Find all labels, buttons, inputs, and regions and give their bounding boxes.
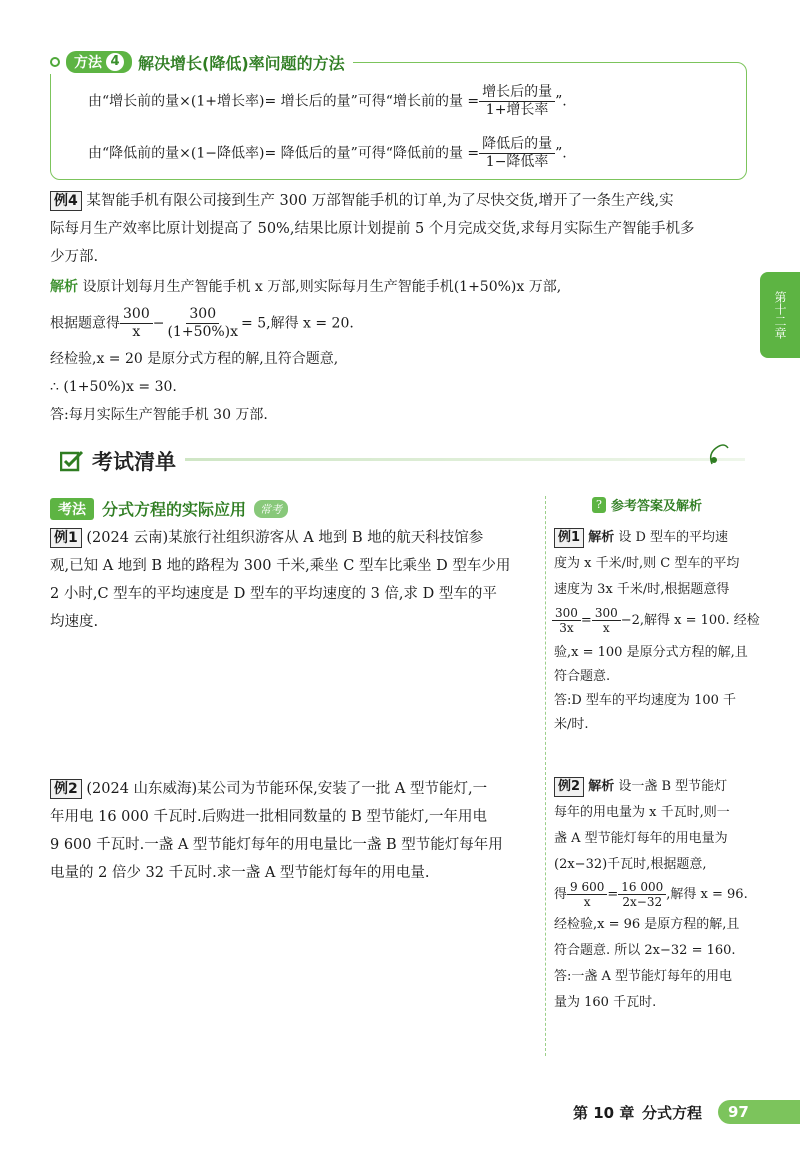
method-line-2-end: ”. [555,145,567,162]
fraction [592,606,621,635]
answer-2-line-3: 盏 A 型节能灯每年的用电量为 [554,831,728,846]
example-2-line-3: 9 600 千瓦时.一盏 A 型节能灯每年的用电量比一盏 B 型节能灯每年用 [50,837,503,853]
section-underline [185,458,745,461]
answer-2-text: ,解得 x = 96. [666,887,748,902]
footer-title: 分式方程 [642,1104,703,1122]
answer-1-line-1 [554,525,728,551]
answer-1-line-2: 度为 x 千米/时,则 C 型车的平均 [554,556,740,571]
answer-2-line-8: 答:一盏 A 型节能灯每年的用电 [554,969,733,984]
example-4-solution-line-3: 经检验,x = 20 是原分式方程的解,且符合题意, [50,351,339,367]
fraction [618,880,666,909]
example-4-label: 例4 [50,191,82,211]
example-2-text: (2024 山东威海)某公司为节能环保,安装了一批 A 型节能灯,一 [86,781,488,797]
fraction-denominator: x [602,621,610,635]
solution-label: 解析 [50,279,78,295]
method-tag-label: 方法 [74,55,102,71]
fraction-denominator: (1+50%)x [167,324,239,340]
example-1-line-4: 均速度. [50,614,99,630]
answer-2-solution-label: 解析 [588,779,615,794]
answer-2-line-5 [554,880,748,909]
fraction-denominator: 1−降低率 [485,154,549,170]
chapter-side-tab[interactable]: 第十二章 [760,272,800,358]
answer-2-text: 得 [554,887,568,902]
method-fraction-1 [479,84,555,119]
example-2-label: 例2 [50,779,82,799]
answer-2-line-2: 每年的用电量为 x 千瓦时,则一 [554,805,730,820]
answer-1-label: 例1 [554,528,584,548]
example-1-line-2: 观,已知 A 地到 B 地的路程为 300 千米,乘坐 C 型车比乘坐 D 型车少用 [50,558,511,574]
solution-text: 设原计划每月生产智能手机 x 万部,则实际每月生产智能手机(1+50%)x 万部, [82,279,562,295]
section-header [60,446,176,476]
answer-2-line-4: (2x−32)千瓦时,根据题意, [554,857,707,872]
fraction-numerator: 16 000 [618,880,666,895]
kaofa-title: 分式方程的实际应用 [102,500,247,519]
method-line-1 [88,84,567,119]
answer-2-line-9: 量为 160 千瓦时. [554,995,657,1010]
answers-header [592,495,702,514]
example-2-line-2: 年用电 16 000 千瓦时.后购进一批相同数量的 B 型节能灯,一年用电 [50,809,488,825]
fraction [120,306,153,341]
answer-1-text: −2,解得 x = 100. 经检 [620,613,760,628]
fraction-numerator: 增长后的量 [479,84,555,102]
method-line-1-text: 由“增长前的量×(1+增长率)= 增长后的量”可得“增长前的量 = [88,93,480,110]
kaofa-header [50,497,288,520]
page-number: 97 [718,1100,800,1124]
example-1-text: (2024 云南)某旅行社组织游客从 A 地到 B 地的航天科技馆参 [86,530,484,546]
method-line-1-end: ”. [555,93,567,110]
equals-sign: = [607,887,619,902]
answer-key-icon: ? [592,497,606,513]
kaofa-tag: 考法 [50,498,94,520]
answer-1-line-8: 米/时. [554,717,589,732]
minus-sign: − [152,315,165,332]
method-fraction-2 [479,136,555,171]
method-line-2 [88,136,567,171]
answer-1-line-5: 验,x = 100 是原分式方程的解,且 [554,645,748,660]
answer-1-line-7: 答:D 型车的平均速度为 100 千 [554,693,737,708]
fraction-numerator: 降低后的量 [479,136,555,154]
fraction-numerator: 9 600 [567,880,607,895]
example-1-line-1 [50,523,483,553]
answer-1-text: 设 D 型车的平均速 [618,530,729,545]
method-title: 解决增长(降低)率问题的方法 [138,53,345,73]
column-divider [545,496,546,1056]
fraction [164,306,241,341]
method-number: 4 [106,53,124,71]
example-1-line-3: 2 小时,C 型车的平均速度是 D 型车的平均速度的 3 倍,求 D 型车的平 [50,586,497,602]
answer-1-line-4 [552,606,760,635]
method-tag [66,51,132,73]
answer-2-label: 例2 [554,777,584,797]
fraction [552,606,581,635]
example-4-question-line-3: 少万部. [50,249,99,265]
pencil-icon [706,438,732,468]
answer-2-line-1 [554,774,727,800]
answer-2-text: 设一盏 B 型节能灯 [618,779,728,794]
solution-text: = 5,解得 x = 20. [241,315,354,332]
answer-1-line-6: 符合题意. [554,669,611,684]
footer-chapter: 第 10 章 [573,1104,635,1122]
example-2-line-1 [50,774,487,804]
frequently-tested-badge: 常考 [254,500,288,518]
example-4-solution-line-2 [50,306,354,341]
fraction-numerator: 300 [120,306,153,324]
equals-sign: = [580,613,592,628]
answers-title: 参考答案及解析 [611,499,703,514]
example-4-text: 某智能手机有限公司接到生产 300 万部智能手机的订单,为了尽快交货,增开了一条生产线,实 [86,193,674,209]
solution-text: 根据题意得 [50,315,120,332]
fraction-numerator: 300 [552,606,581,621]
answer-1-solution-label: 解析 [588,530,615,545]
fraction-numerator: 300 [592,606,621,621]
answer-2-line-6: 经检验,x = 96 是原方程的解,且 [554,917,740,932]
answer-1-line-3: 速度为 3x 千米/时,根据题意得 [554,582,730,597]
bullet-icon [50,57,60,67]
example-4-solution-line-5: 答:每月实际生产智能手机 30 万部. [50,407,268,423]
example-4-question-line-2: 际每月生产效率比原计划提高了 50%,结果比原计划提前 5 个月完成交货,求每月实际生产智能手机多 [50,221,695,237]
section-title: 考试清单 [92,450,176,474]
example-4-question-line-1 [50,186,674,216]
checkbox-icon [60,450,84,472]
fraction [567,880,607,909]
fraction-denominator: x [583,895,591,909]
method-line-2-text: 由“降低前的量×(1−降低率)= 降低后的量”可得“降低前的量 = [88,145,480,162]
fraction-denominator: 3x [559,621,574,635]
example-4-solution-line-1 [50,272,561,302]
answer-2-line-7: 符合题意. 所以 2x−32 = 160. [554,943,736,958]
fraction-denominator: 1+增长率 [485,102,549,118]
example-1-label: 例1 [50,528,82,548]
example-2-line-4: 电量的 2 倍少 32 千瓦时.求一盏 A 型节能灯每年的用电量. [50,865,430,881]
fraction-denominator: 2x−32 [622,895,663,909]
example-4-solution-line-4: ∴ (1+50%)x = 30. [50,379,177,395]
method-header [50,50,353,74]
fraction-numerator: 300 [186,306,219,324]
fraction-denominator: x [132,324,141,340]
